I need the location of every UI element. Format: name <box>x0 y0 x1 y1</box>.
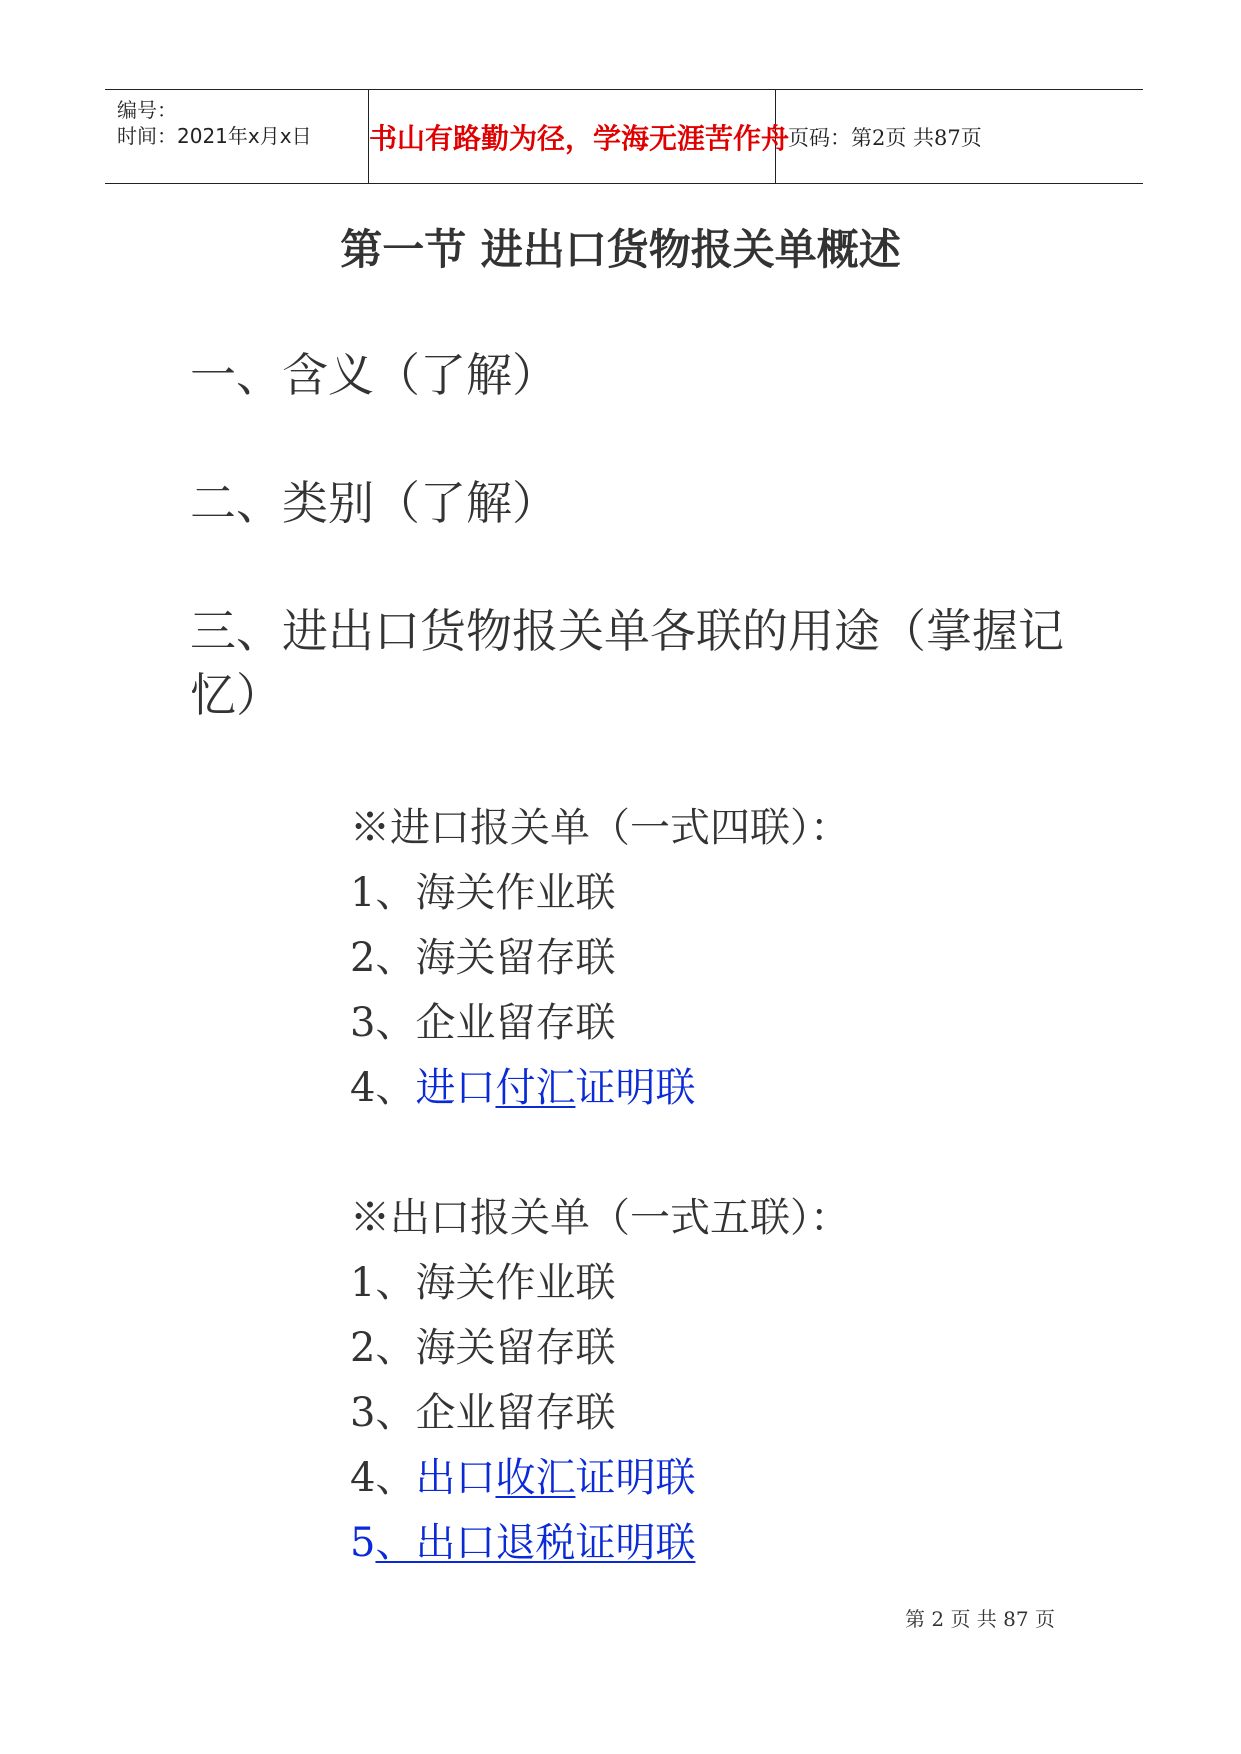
serial-label: 编号： <box>117 98 177 122</box>
underlined-link-text: 付汇 <box>495 1065 576 1111</box>
page-number-label: 页码：第2页 共87页 <box>788 126 982 150</box>
header-motto-cell <box>369 90 790 183</box>
time-label: 时间：2021年x月x日 <box>117 124 312 148</box>
section-heading-2: 二、类别（了解） <box>190 476 558 530</box>
item-number: 4、 <box>350 1455 416 1501</box>
document-header <box>105 89 1143 184</box>
linked-text: 证明联 <box>575 1455 696 1501</box>
section-heading-3-line2: 忆） <box>190 668 282 722</box>
import-list-heading: ※进口报关单（一式四联）： <box>350 805 850 851</box>
export-list-item-4 <box>350 1450 695 1506</box>
section-heading-3-line1: 三、进出口货物报关单各联的用途（掌握记 <box>190 604 1064 658</box>
header-page-cell <box>776 90 1143 183</box>
header-meta-cell <box>105 90 369 183</box>
underlined-link-text: 、出口退税证明联 <box>375 1520 696 1566</box>
page-title: 第一节 进出口货物报关单概述 <box>340 225 901 274</box>
item-number: 4、 <box>350 1065 416 1111</box>
import-list-item: 3、企业留存联 <box>350 1000 616 1046</box>
item-number: 5 <box>350 1520 376 1566</box>
linked-text: 进口 <box>415 1065 496 1111</box>
import-list-item: 1、海关作业联 <box>350 870 616 916</box>
export-list-item: 1、海关作业联 <box>350 1260 616 1306</box>
export-list-item: 2、海关留存联 <box>350 1325 616 1371</box>
export-list-heading: ※出口报关单（一式五联）： <box>350 1195 850 1241</box>
import-list-item-4 <box>350 1060 695 1116</box>
export-list-item-5 <box>350 1515 695 1571</box>
linked-text: 证明联 <box>575 1065 696 1111</box>
page-footer: 第 2 页 共 87 页 <box>905 1607 1055 1631</box>
import-list-item: 2、海关留存联 <box>350 935 616 981</box>
section-heading-1: 一、含义（了解） <box>190 348 558 402</box>
linked-text: 出口 <box>415 1455 496 1501</box>
underlined-link-text: 收汇 <box>495 1455 576 1501</box>
motto-text: 书山有路勤为径，学海无涯苦作舟 <box>369 122 790 155</box>
export-list-item: 3、企业留存联 <box>350 1390 616 1436</box>
